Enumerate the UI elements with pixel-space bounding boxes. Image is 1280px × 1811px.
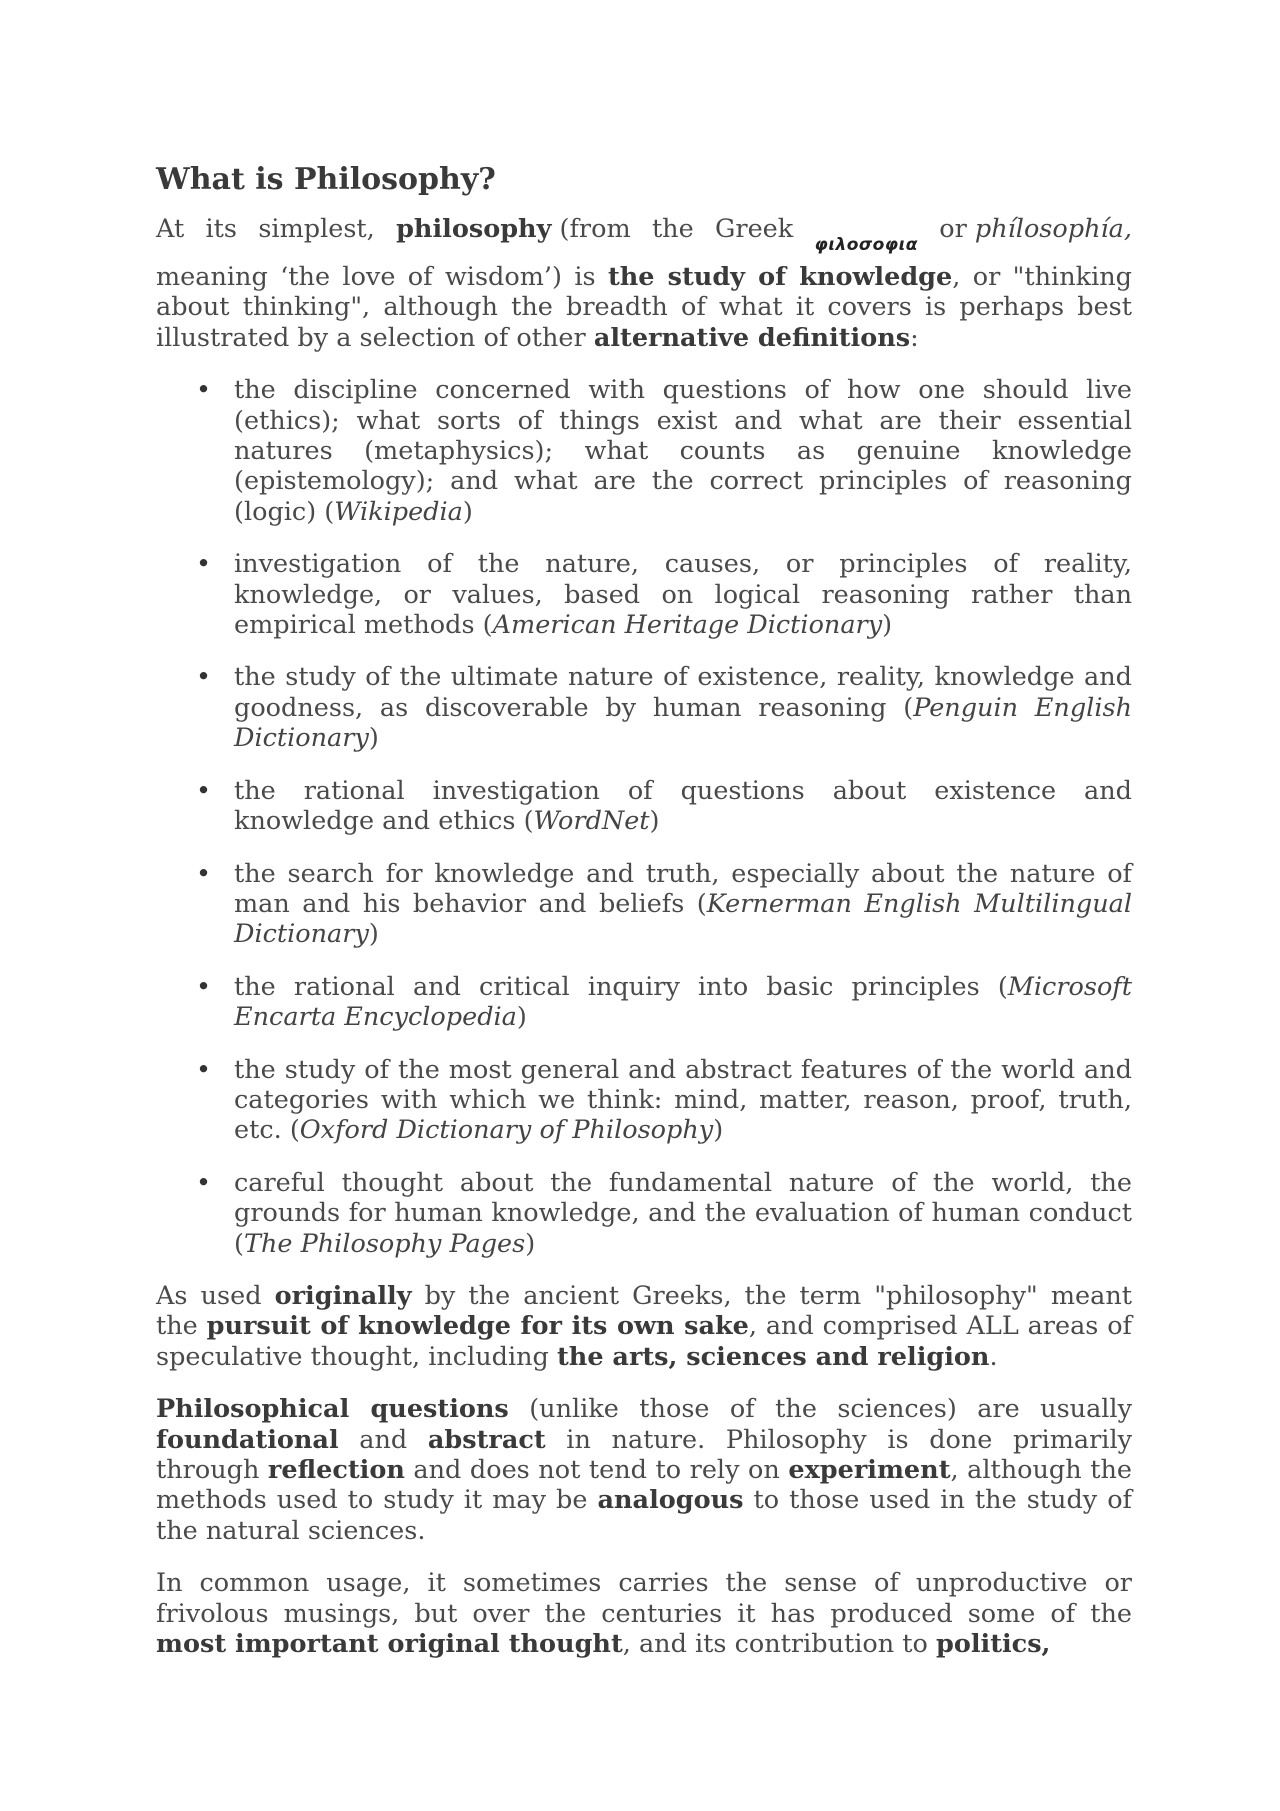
source-citation: American Heritage Dictionary: [492, 610, 883, 641]
list-item: • the search for knowledge and truth, especially about the nature of man and his behavior and beliefs (Kernerman English Multilingual Dictionary): [196, 858, 1132, 950]
bullet-icon: •: [196, 662, 212, 693]
intro-first-line: [156, 214, 1132, 262]
bullet-icon: •: [196, 1054, 212, 1085]
list-item: • careful thought about the fundamental nature of the world, the grounds for human knowledge, and the evaluation of human conduct (The Philosophy Pages): [196, 1167, 1132, 1259]
intro-word: simplest,: [258, 214, 375, 244]
paragraph-philosophical-questions: Philosophical questions (unlike those of the sciences) are usually foundational and abstract in nature. Philosophy is done primarily through reflection and does not tend to rely on experiment, although the methods used to study it may be analogous to those used in the study of the natural sciences.: [156, 1394, 1132, 1546]
list-item: • the study of the ultimate nature of existence, reality, knowledge and goodness, as discoverable by human reasoning (Penguin English Dictionary): [196, 662, 1132, 754]
bullet-icon: •: [196, 775, 212, 806]
intro-word: the: [651, 214, 694, 244]
source-citation: WordNet: [533, 806, 650, 837]
list-item: • investigation of the nature, causes, or principles of reality, knowledge, or values, based on logical reasoning rather than empirical methods (American Heritage Dictionary): [196, 549, 1132, 641]
bullet-icon: •: [196, 971, 212, 1002]
study-of-knowledge: the study of knowledge: [607, 262, 953, 292]
alternative-definitions: alternative definitions: [593, 322, 911, 353]
greek-word-image: φιλοσοφια: [814, 235, 918, 255]
document-page: [156, 160, 1132, 1681]
bullet-icon: •: [196, 1167, 212, 1198]
bullet-icon: •: [196, 858, 212, 889]
list-item: • the rational investigation of questions about existence and knowledge and ethics (WordNet): [196, 775, 1132, 837]
source-citation: Penguin English Dictionary: [234, 692, 1132, 754]
source-citation: Oxford Dictionary of Philosophy: [299, 1115, 714, 1146]
list-item: • the discipline concerned with questions of how one should live (ethics); what sorts of things exist and what are their essential natures (metaphysics); what counts as genuine knowledge (epistemology); and what are the correct principles of reasoning (logic) (Wikipedia): [196, 375, 1132, 527]
intro-word: or: [939, 214, 967, 244]
intro-word: its: [205, 214, 238, 244]
philosophy-term: philosophy: [396, 214, 552, 244]
intro-word: At: [156, 214, 185, 244]
paragraph-originally: As used originally by the ancient Greeks, the term "philosophy" meant the pursuit of knowledge for its own sake, and comprised ALL areas of speculative thought, including the arts, sciences and religion.: [156, 1280, 1132, 1372]
list-item: • the rational and critical inquiry into basic principles (Microsoft Encarta Encyclopedia): [196, 971, 1132, 1033]
source-citation: Microsoft Encarta Encyclopedia: [234, 971, 1132, 1033]
intro-word: Greek: [715, 214, 794, 244]
bullet-icon: •: [196, 375, 212, 406]
intro-word: (from: [559, 214, 631, 244]
definitions-list: [156, 375, 1132, 1259]
source-citation: The Philosophy Pages: [243, 1228, 526, 1259]
list-item: • the study of the most general and abstract features of the world and categories with which we think: mind, matter, reason, proof, truth, etc. (Oxford Dictionary of Philosophy): [196, 1054, 1132, 1146]
bullet-icon: •: [196, 549, 212, 580]
transliteration: phílosophía,: [974, 214, 1132, 244]
page-title: What is Philosophy?: [156, 162, 496, 197]
source-citation: Kernerman English Multilingual Dictionary: [234, 888, 1132, 950]
source-citation: Wikipedia: [334, 496, 463, 527]
intro-paragraph: meaning ‘the love of wisdom’) is the study of knowledge, or "thinking about thinking", although the breadth of what it covers is perhaps best illustrated by a selection of other alternative definitions:: [156, 262, 1132, 353]
paragraph-common-usage: In common usage, it sometimes carries the sense of unproductive or frivolous musings, but over the centuries it has produced some of the most important original thought, and its contribution to politics,: [156, 1568, 1132, 1660]
